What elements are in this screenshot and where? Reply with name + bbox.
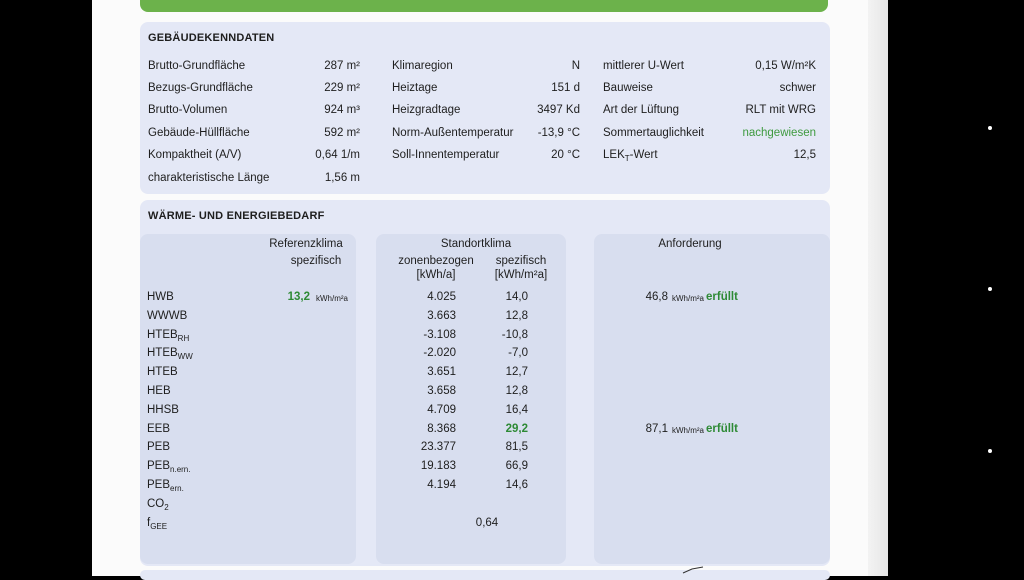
pen-mark bbox=[682, 566, 704, 574]
building-value: 287 m² bbox=[324, 60, 360, 72]
requirement-status: erfüllt bbox=[706, 422, 738, 435]
energy-label-sub: GEE bbox=[150, 521, 168, 531]
energy-label-main: EEB bbox=[147, 422, 171, 435]
climate-value: N bbox=[571, 60, 580, 72]
scan-dot bbox=[988, 449, 992, 453]
specific-value: 12,8 bbox=[505, 309, 528, 322]
reference-climate-column bbox=[140, 234, 356, 564]
climate-label: Klimaregion bbox=[392, 60, 453, 72]
requirement-status: erfüllt bbox=[706, 291, 738, 303]
requirements-column bbox=[594, 234, 830, 564]
energy-row-label bbox=[147, 459, 190, 477]
energy-label-main: PEB bbox=[147, 479, 171, 491]
specific-value: 12,7 bbox=[505, 366, 528, 379]
energy-label-sub: n.ern. bbox=[170, 465, 191, 475]
site-specific-unit: [kWh/m²a] bbox=[494, 269, 548, 281]
lek-label-sub: T bbox=[624, 154, 630, 163]
climate-label: Heiztage bbox=[392, 82, 438, 94]
energy-row-label bbox=[147, 365, 178, 379]
reference-specific-header: spezifisch bbox=[290, 255, 342, 267]
lek-label-tail: -Wert bbox=[629, 149, 658, 161]
zone-value: 23.377 bbox=[420, 441, 456, 454]
scan-dot bbox=[988, 287, 992, 291]
property-value: RLT mit WRG bbox=[745, 104, 816, 116]
zone-value: -3.108 bbox=[423, 328, 456, 341]
zone-value: 8.368 bbox=[427, 422, 456, 435]
energy-label-main: PEB bbox=[147, 460, 171, 473]
energy-row-label bbox=[147, 384, 171, 398]
energy-label-main: HTEB bbox=[147, 366, 178, 379]
next-section-panel bbox=[140, 570, 830, 580]
building-label: Gebäude-Hüllfläche bbox=[148, 127, 250, 139]
property-value: 0,15 W/m²K bbox=[755, 60, 816, 72]
energy-label-sub: WW bbox=[177, 352, 193, 362]
property-label: Art der Lüftung bbox=[603, 104, 680, 116]
building-value: 1,56 m bbox=[324, 172, 360, 184]
energy-label-main: HEB bbox=[147, 385, 171, 397]
property-label: Bauweise bbox=[603, 82, 653, 94]
zone-based-header: zonenbezogen bbox=[398, 255, 474, 267]
requirement-unit: kWh/m²a bbox=[672, 294, 704, 303]
reference-unit: kWh/m²a bbox=[316, 294, 348, 303]
zone-value: 4.194 bbox=[427, 479, 456, 491]
requirement-value: 46,8 bbox=[645, 291, 668, 303]
building-data-title: GEBÄUDEKENNDATEN bbox=[148, 32, 275, 44]
zone-value: 3.658 bbox=[427, 385, 456, 397]
header-green-bar bbox=[140, 0, 828, 12]
specific-value: 12,8 bbox=[505, 385, 528, 397]
specific-value: 16,4 bbox=[505, 403, 528, 416]
building-value: 924 m³ bbox=[324, 104, 360, 116]
energy-row-label bbox=[147, 497, 169, 515]
building-label: Brutto-Grundfläche bbox=[148, 60, 246, 72]
energy-label-main: WWWB bbox=[147, 309, 188, 322]
building-label: Kompaktheit (A/V) bbox=[148, 149, 242, 161]
energy-demand-title: WÄRME- UND ENERGIEBEDARF bbox=[148, 210, 325, 222]
property-value: nachgewiesen bbox=[742, 127, 816, 139]
energy-label-main: PEB bbox=[147, 441, 171, 454]
energy-label-sub: RH bbox=[177, 333, 190, 343]
specific-value: -10,8 bbox=[501, 328, 528, 341]
building-label: Brutto-Volumen bbox=[148, 104, 228, 116]
building-label: charakteristische Länge bbox=[148, 172, 270, 184]
specific-value: -7,0 bbox=[508, 347, 528, 360]
lek-label-main: LEK bbox=[603, 149, 625, 161]
reference-climate-header: Referenzklima bbox=[269, 238, 343, 250]
energy-row-label bbox=[147, 290, 174, 304]
energy-row-label bbox=[147, 346, 193, 364]
property-value: 12,5 bbox=[793, 149, 816, 161]
energy-label-sub: 2 bbox=[164, 502, 169, 512]
zone-value: 3.651 bbox=[427, 366, 456, 379]
specific-value: 29,2 bbox=[505, 422, 528, 435]
zone-value: 4.025 bbox=[427, 291, 456, 303]
energy-label-main: HTEB bbox=[147, 347, 178, 360]
site-climate-header: Standortklima bbox=[440, 238, 512, 250]
specific-value: 66,9 bbox=[505, 460, 528, 473]
climate-value: 20 °C bbox=[551, 149, 580, 161]
fgee-value: 0,64 bbox=[475, 516, 499, 529]
site-specific-header: spezifisch bbox=[495, 255, 547, 267]
energy-label-main: HTEB bbox=[147, 328, 178, 341]
zone-based-unit: [kWh/a] bbox=[416, 269, 456, 281]
building-value: 592 m² bbox=[324, 127, 360, 139]
building-label: Bezugs-Grundfläche bbox=[148, 82, 253, 94]
specific-value: 14,6 bbox=[505, 479, 528, 491]
requirement-value: 87,1 bbox=[645, 422, 668, 435]
site-climate-column bbox=[376, 234, 566, 564]
specific-value: 14,0 bbox=[505, 291, 528, 303]
energy-row-label bbox=[147, 309, 187, 323]
climate-value: 3497 Kd bbox=[537, 104, 580, 116]
zone-value: 19.183 bbox=[420, 460, 456, 473]
property-value: schwer bbox=[779, 82, 816, 94]
energy-label-main: HHSB bbox=[147, 403, 179, 416]
page-edge bbox=[868, 0, 888, 576]
climate-value: -13,9 °C bbox=[537, 127, 580, 139]
energy-row-label bbox=[147, 516, 167, 534]
lek-label bbox=[603, 148, 658, 166]
property-label: mittlerer U-Wert bbox=[603, 60, 684, 72]
building-value: 229 m² bbox=[324, 82, 360, 94]
building-value: 0,64 1/m bbox=[315, 149, 360, 161]
energy-row-label bbox=[147, 422, 170, 436]
climate-value: 151 d bbox=[551, 82, 580, 94]
energy-label-main: HWB bbox=[147, 291, 174, 303]
energy-label-main: f bbox=[147, 516, 151, 529]
climate-label: Heizgradtage bbox=[392, 104, 461, 116]
reference-value: 13,2 bbox=[287, 291, 310, 303]
energy-label-main: CO bbox=[147, 497, 165, 510]
requirement-unit: kWh/m²a bbox=[672, 425, 704, 435]
energy-label-sub: ern. bbox=[170, 484, 184, 493]
requirement-header: Anforderung bbox=[658, 238, 722, 250]
zone-value: 3.663 bbox=[427, 309, 456, 322]
energy-row-label bbox=[147, 440, 170, 454]
property-label: Sommertauglichkeit bbox=[603, 127, 704, 139]
zone-value: 4.709 bbox=[427, 403, 456, 416]
climate-label: Norm-Außentemperatur bbox=[392, 127, 514, 139]
energy-row-label bbox=[147, 478, 184, 496]
specific-value: 81,5 bbox=[505, 441, 528, 454]
energy-row-label bbox=[147, 403, 179, 417]
climate-label: Soll-Innentemperatur bbox=[392, 149, 500, 161]
scan-dot bbox=[988, 126, 992, 130]
energy-row-label bbox=[147, 328, 189, 346]
zone-value: -2.020 bbox=[423, 347, 456, 360]
